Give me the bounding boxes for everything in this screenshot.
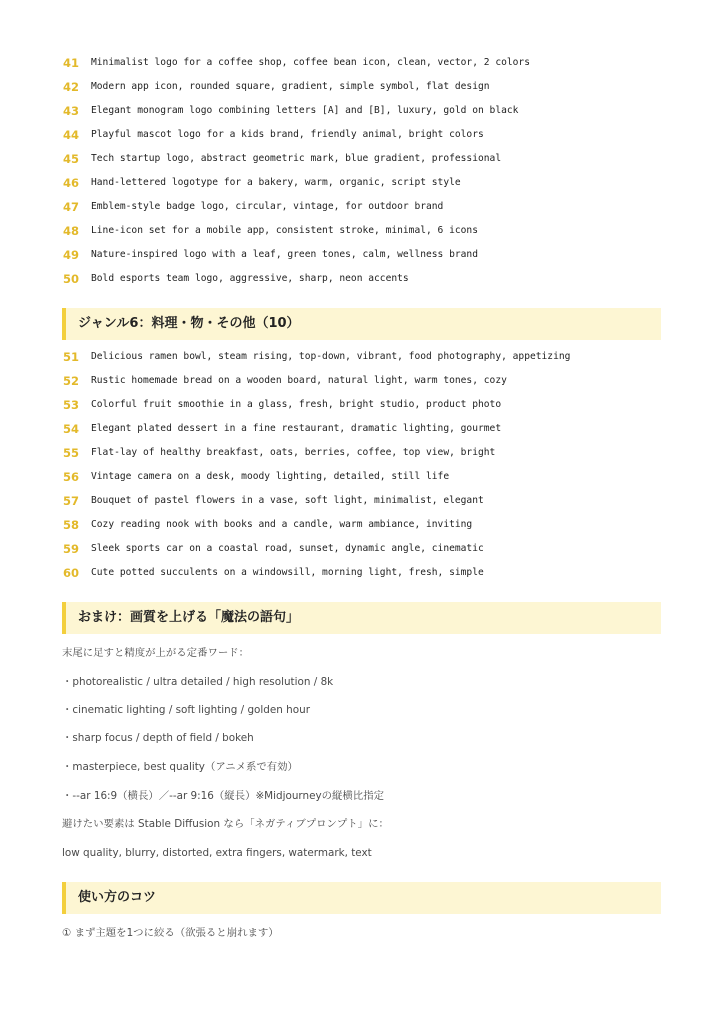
item-number: 59	[63, 542, 80, 556]
prompt-text: Flat-lay of healthy breakfast, oats, berries, coffee, top view, bright	[91, 447, 496, 458]
list-item	[63, 417, 683, 441]
prompt-text: Vintage camera on a desk, moody lighting, detailed, still life	[91, 471, 450, 482]
section-heading-genre6	[62, 308, 661, 340]
item-number: 58	[63, 518, 80, 532]
prompt-text: Hand-lettered logotype for a bakery, warm, organic, script style	[91, 177, 461, 188]
prompt-text: Bold esports team logo, aggressive, sharp, neon accents	[91, 273, 409, 284]
prompt-text: Rustic homemade bread on a wooden board, natural light, warm tones, cozy	[91, 375, 507, 386]
item-number: 46	[63, 176, 80, 190]
section-title: 使い方のコツ	[78, 890, 157, 905]
prompt-text: Colorful fruit smoothie in a glass, fresh, bright studio, product photo	[91, 399, 502, 410]
prompt-text: Modern app icon, rounded square, gradient, simple symbol, flat design	[91, 81, 490, 92]
list-item	[63, 147, 683, 171]
list-item	[63, 99, 683, 123]
item-number: 41	[63, 56, 80, 70]
prompt-text: Cozy reading nook with books and a candle, warm ambiance, inviting	[91, 519, 473, 530]
prompt-text: Delicious ramen bowl, steam rising, top-down, vibrant, food photography, appetizing	[91, 351, 571, 362]
item-number: 60	[63, 566, 80, 580]
magic-words-item: ・cinematic lighting / soft lighting / golden hour	[62, 704, 310, 716]
item-number: 57	[63, 494, 80, 508]
prompt-text: Cute potted succulents on a windowsill, morning light, fresh, simple	[91, 567, 484, 578]
prompt-text: Tech startup logo, abstract geometric mark, blue gradient, professional	[91, 153, 502, 164]
magic-words-item: ・photorealistic / ultra detailed / high resolution / 8k	[62, 676, 334, 688]
prompt-text: Bouquet of pastel flowers in a vase, soft light, minimalist, elegant	[91, 495, 484, 506]
list-item	[63, 537, 683, 561]
item-number: 45	[63, 152, 80, 166]
list-item	[63, 513, 683, 537]
item-number: 53	[63, 398, 80, 412]
item-number: 50	[63, 272, 80, 286]
section-heading-bonus	[62, 602, 661, 634]
list-item	[63, 489, 683, 513]
prompt-text: Minimalist logo for a coffee shop, coffee bean icon, clean, vector, 2 colors	[91, 57, 530, 68]
negative-prompt-intro: 避けたい要素は Stable Diffusion なら「ネガティブプロンプト」に：	[62, 818, 389, 830]
prompt-text: Nature-inspired logo with a leaf, green tones, calm, wellness brand	[91, 249, 478, 260]
item-number: 51	[63, 350, 80, 364]
prompt-text: Line-icon set for a mobile app, consistent stroke, minimal, 6 icons	[91, 225, 478, 236]
list-item	[63, 465, 683, 489]
list-item	[63, 345, 683, 369]
item-number: 55	[63, 446, 80, 460]
magic-words-item: ・sharp focus / depth of field / bokeh	[62, 732, 254, 744]
list-item	[63, 369, 683, 393]
list-item	[63, 393, 683, 417]
prompt-text: Sleek sports car on a coastal road, sunset, dynamic angle, cinematic	[91, 543, 484, 554]
list-item	[63, 75, 683, 99]
list-item	[63, 441, 683, 465]
list-item	[63, 171, 683, 195]
item-number: 56	[63, 470, 80, 484]
tip-item: ① まず主題を1つに絞る（欲張ると崩れます）	[62, 927, 279, 939]
list-item	[63, 219, 683, 243]
prompt-text: Emblem-style badge logo, circular, vintage, for outdoor brand	[91, 201, 444, 212]
section-title: おまけ：画質を上げる「魔法の語句」	[78, 610, 300, 625]
list-item	[63, 195, 683, 219]
item-number: 47	[63, 200, 80, 214]
negative-prompt-words: low quality, blurry, distorted, extra fingers, watermark, text	[62, 847, 372, 859]
section-title: ジャンル6：料理・物・その他（10）	[78, 316, 300, 331]
prompt-text: Elegant plated dessert in a fine restaurant, dramatic lighting, gourmet	[91, 423, 502, 434]
item-number: 54	[63, 422, 80, 436]
item-number: 42	[63, 80, 80, 94]
item-number: 52	[63, 374, 80, 388]
bonus-intro: 末尾に足すと精度が上がる定番ワード：	[62, 647, 250, 659]
section-heading-tips	[62, 882, 661, 914]
prompt-list-logos	[63, 51, 683, 291]
list-item	[63, 561, 683, 585]
list-item	[63, 123, 683, 147]
item-number: 49	[63, 248, 80, 262]
list-item	[63, 243, 683, 267]
prompt-text: Elegant monogram logo combining letters [A] and [B], luxury, gold on black	[91, 105, 519, 116]
magic-words-item: ・masterpiece, best quality（アニメ系で有効）	[62, 761, 298, 773]
prompt-list-food-objects	[63, 345, 683, 585]
item-number: 48	[63, 224, 80, 238]
prompt-text: Playful mascot logo for a kids brand, friendly animal, bright colors	[91, 129, 484, 140]
item-number: 43	[63, 104, 80, 118]
list-item	[63, 267, 683, 291]
item-number: 44	[63, 128, 80, 142]
magic-words-item: ・--ar 16:9（横長）／--ar 9:16（縦長）※Midjourneyの縦横比指定	[62, 790, 384, 802]
list-item	[63, 51, 683, 75]
